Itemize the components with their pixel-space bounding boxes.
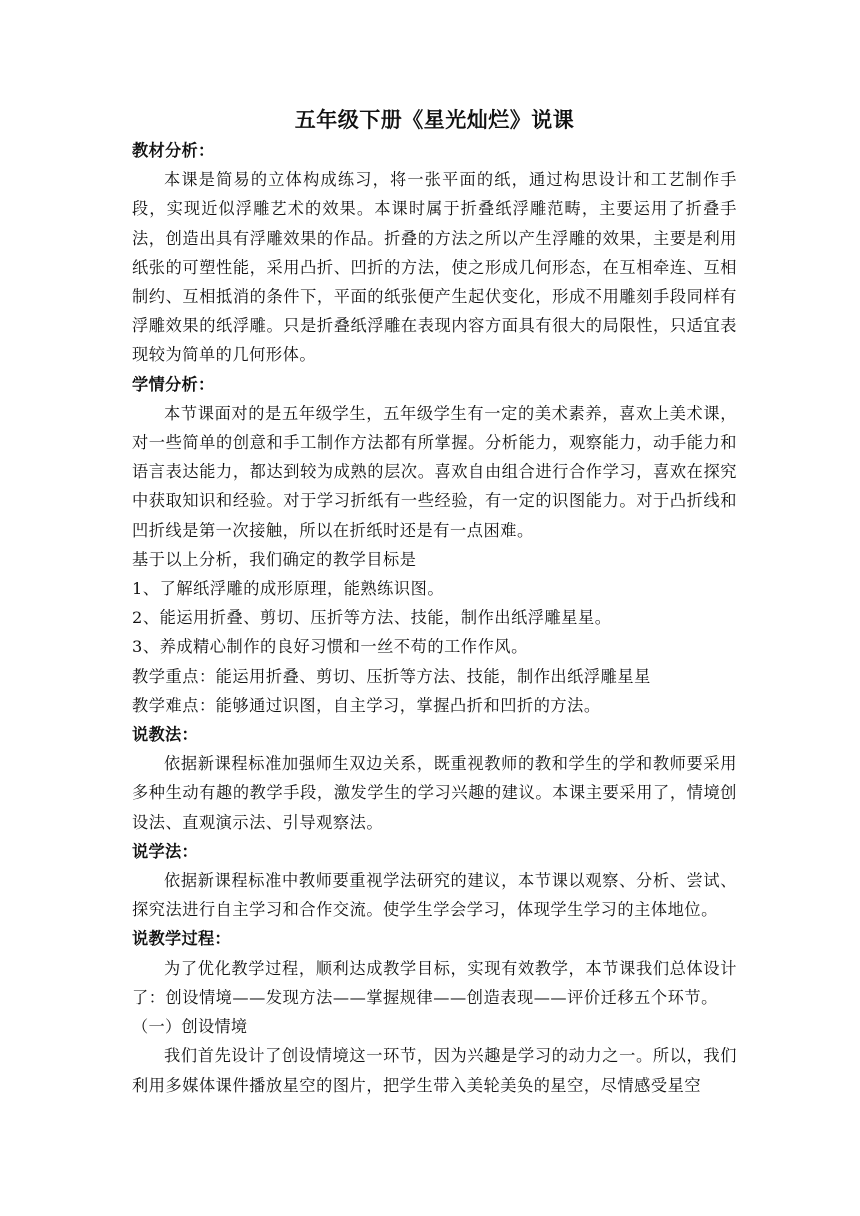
- document-page: [132, 104, 737, 1100]
- paragraph-textbook-analysis: 本课是简易的立体构成练习，将一张平面的纸，通过构思设计和工艺制作手段，实现近似浮雕艺术的效果。本课时属于折叠纸浮雕范畴，主要运用了折叠手法，创造出具有浮雕效果的作品。折叠的方法之所以产生浮雕的效果，主要是利用纸张的可塑性能，采用凸折、凹折的方法，使之形成几何形态，在互相牵连、互相制约、互相抵消的条件下，平面的纸张便产生起伏变化，形成不用雕刻手段同样有浮雕效果的纸浮雕。只是折叠纸浮雕在表现内容方面具有很大的局限性，只适宜表现较为简单的几何形体。: [132, 170, 737, 365]
- teaching-key-point: 教学重点：能运用折叠、剪切、压折等方法、技能，制作出纸浮雕星星: [132, 666, 651, 686]
- teaching-difficulty: 教学难点：能够通过识图，自主学习，掌握凸折和凹折的方法。: [132, 695, 601, 715]
- heading-teaching-process: 说教学过程：: [132, 929, 231, 949]
- heading-teaching-method: 说教法：: [132, 725, 198, 745]
- paragraph-teaching-process: 为了优化教学过程，顺利达成教学目标，实现有效教学，本节课我们总体设计了：创设情境——发现方法——掌握规律——创造表现——评价迁移五个环节。: [132, 958, 737, 1007]
- paragraph-student-analysis: 本节课面对的是五年级学生，五年级学生有一定的美术素养，喜欢上美术课，对一些简单的创意和手工制作方法都有所掌握。分析能力，观察能力，动手能力和语言表达能力，都达到较为成熟的层次。喜欢自由组合进行合作学习，喜欢在探究中获取知识和经验。对于学习折纸有一些经验，有一定的识图能力。对于凸折线和凹折线是第一次接触，所以在折纸时还是有一点困难。: [132, 403, 737, 540]
- objective-item-2: 2、能运用折叠、剪切、压折等方法、技能，制作出纸浮雕星星。: [132, 608, 612, 628]
- document-title: 五年级下册《星光灿烂》说课: [294, 107, 575, 132]
- step-one-title: （一）创设情境: [132, 1017, 248, 1037]
- paragraph-step-one: 我们首先设计了创设情境这一环节，因为兴趣是学习的动力之一。所以，我们利用多媒体课件播放星空的图片，把学生带入美轮美奂的星空，尽情感受星空: [132, 1046, 737, 1095]
- objectives-intro: 基于以上分析，我们确定的教学目标是: [132, 549, 417, 569]
- paragraph-teaching-method: 依据新课程标准加强师生双边关系，既重视教师的教和学生的学和教师要采用多种生动有趣的教学手段，激发学生的学习兴趣的建议。本课主要采用了，情境创设法、直观演示法、引导观察法。: [132, 754, 737, 832]
- objective-item-1: 1、了解纸浮雕的成形原理，能熟练识图。: [132, 579, 445, 599]
- heading-student-analysis: 学情分析：: [132, 374, 215, 394]
- objective-item-3: 3、养成精心制作的良好习惯和一丝不苟的工作作风。: [132, 637, 528, 657]
- paragraph-learning-method: 依据新课程标准中教师要重视学法研究的建议，本节课以观察、分析、尝试、探究法进行自主学习和合作交流。使学生学会学习，体现学生学习的主体地位。: [132, 871, 737, 920]
- heading-learning-method: 说学法：: [132, 841, 198, 861]
- heading-textbook-analysis: 教材分析：: [132, 141, 215, 160]
